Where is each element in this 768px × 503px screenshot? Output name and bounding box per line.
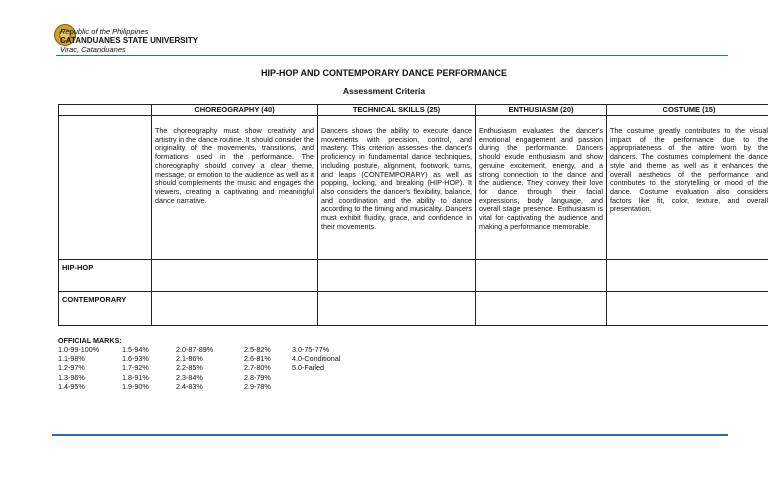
score-cell[interactable] bbox=[318, 292, 476, 326]
marks-column bbox=[58, 345, 99, 391]
table-row bbox=[59, 260, 768, 292]
mark-entry: 2.5-82% bbox=[244, 345, 271, 354]
mark-entry: 1.8-91% bbox=[122, 372, 149, 382]
mark-entry: 3.0-75-77% bbox=[292, 345, 330, 354]
column-header: TECHNICAL SKILLS (25) bbox=[318, 105, 476, 116]
header-divider bbox=[56, 55, 728, 56]
header-republic: Republic of the Philippines bbox=[60, 27, 149, 36]
mark-entry: 2.1-86% bbox=[176, 354, 203, 364]
page-title: HIP-HOP AND CONTEMPORARY DANCE PERFORMANCE bbox=[260, 68, 507, 78]
costume-description: The costume greatly contributes to the visual impact of the performance due to the appropriateness of the attire worn by the dancers. The costumes complement the dance style and theme as well as it enhances the overall aesthetics of the performance and contributes to the storytelling or mood of the dance. Costume evaluation also considers factors like fit, color, texture, and overall presentation. bbox=[607, 116, 768, 260]
table-cell bbox=[59, 116, 152, 260]
column-header: COSTUME (15) bbox=[607, 105, 768, 116]
row-label-hip-hop: HIP-HOP bbox=[59, 260, 152, 292]
marks-column bbox=[244, 345, 271, 391]
mark-entry: 2.4-83% bbox=[176, 381, 203, 391]
score-cell[interactable] bbox=[152, 260, 318, 292]
table-row bbox=[59, 292, 768, 326]
mark-entry: 2.6-81% bbox=[244, 354, 271, 364]
header-university: CATANDUANES STATE UNIVERSITY bbox=[60, 36, 199, 45]
mark-entry: 1.7-92% bbox=[122, 363, 149, 373]
mark-entry: 1.5-94% bbox=[122, 345, 149, 354]
official-marks bbox=[58, 336, 341, 391]
enthusiasm-description: Enthusiasm evaluates the dancer's emotional engagement and passion during the performance. Dancers should exude enthusiasm and show genuine excitement, energy, and a strong connection to the dance and the audience. They convey their love for dance through their facial expressions, body language, and overall stage presence. Enthusiasm is vital for captivating the audience and making a performance memorable. bbox=[476, 116, 607, 260]
marks-column bbox=[292, 345, 340, 373]
mark-entry: 2.9-78% bbox=[244, 381, 271, 391]
mark-entry: 1.0-99-100% bbox=[58, 345, 100, 354]
header-location: Virac, Catanduanes bbox=[60, 45, 126, 54]
score-cell[interactable] bbox=[476, 260, 607, 292]
score-cell[interactable] bbox=[607, 292, 768, 326]
marks-column bbox=[176, 345, 213, 391]
table-corner-cell bbox=[59, 105, 152, 116]
table-header-row bbox=[59, 105, 768, 116]
score-cell[interactable] bbox=[318, 260, 476, 292]
rubric-table bbox=[58, 104, 768, 326]
footer-divider bbox=[52, 434, 728, 436]
mark-entry: 1.4-95% bbox=[58, 381, 85, 391]
mark-entry: 4.0-Conditional bbox=[292, 354, 341, 364]
score-cell[interactable] bbox=[152, 292, 318, 326]
mark-entry: 1.1-98% bbox=[58, 354, 85, 364]
column-header: CHOREOGRAPHY (40) bbox=[152, 105, 318, 116]
column-header: ENTHUSIASM (20) bbox=[476, 105, 607, 116]
mark-entry: 1.2-97% bbox=[58, 363, 85, 373]
official-marks-title: OFFICIAL MARKS: bbox=[58, 336, 122, 345]
mark-entry: 1.9-90% bbox=[122, 381, 149, 391]
mark-entry: 2.8-79% bbox=[244, 372, 271, 382]
page-subtitle: Assessment Criteria bbox=[342, 86, 426, 96]
marks-column bbox=[122, 345, 149, 391]
score-cell[interactable] bbox=[607, 260, 768, 292]
criteria-description-row bbox=[59, 116, 768, 260]
mark-entry: 2.0-87-89% bbox=[176, 345, 214, 354]
mark-entry: 2.3-84% bbox=[176, 372, 203, 382]
mark-entry: 1.6-93% bbox=[122, 354, 149, 364]
mark-entry: 1.3-96% bbox=[58, 372, 85, 382]
choreography-description: The choreography must show creativity and artistry in the dance routine. It should consider the originality of the movements, transitions, and formations used in the performance. The choreography should convey a clear theme, message, or emotion to the audience as well as it should complements the music and engages the viewers, creating a captivating and meaningful dance narrative. bbox=[152, 116, 318, 260]
mark-entry: 5.0-Failed bbox=[292, 363, 324, 373]
mark-entry: 2.7-80% bbox=[244, 363, 271, 373]
row-label-contemporary: CONTEMPORARY bbox=[59, 292, 152, 326]
technical-skills-description: Dancers shows the ability to execute dance movements with precision, control, and mastery. This criterion assesses the dancer's proficiency in fundamental dance techniques, including posture, alignment, footwork, turns, and leaps (CONTEMPORARY) as well as popping, locking, and breaking (HIP-HOP). It also considers the dancer's flexibility, balance, and coordination and the ability to dance according to the timing and musicality. Dancers must exhibit fluidity, grace, and confidence in their movements. bbox=[318, 116, 476, 260]
mark-entry: 2.2-85% bbox=[176, 363, 203, 373]
score-cell[interactable] bbox=[476, 292, 607, 326]
